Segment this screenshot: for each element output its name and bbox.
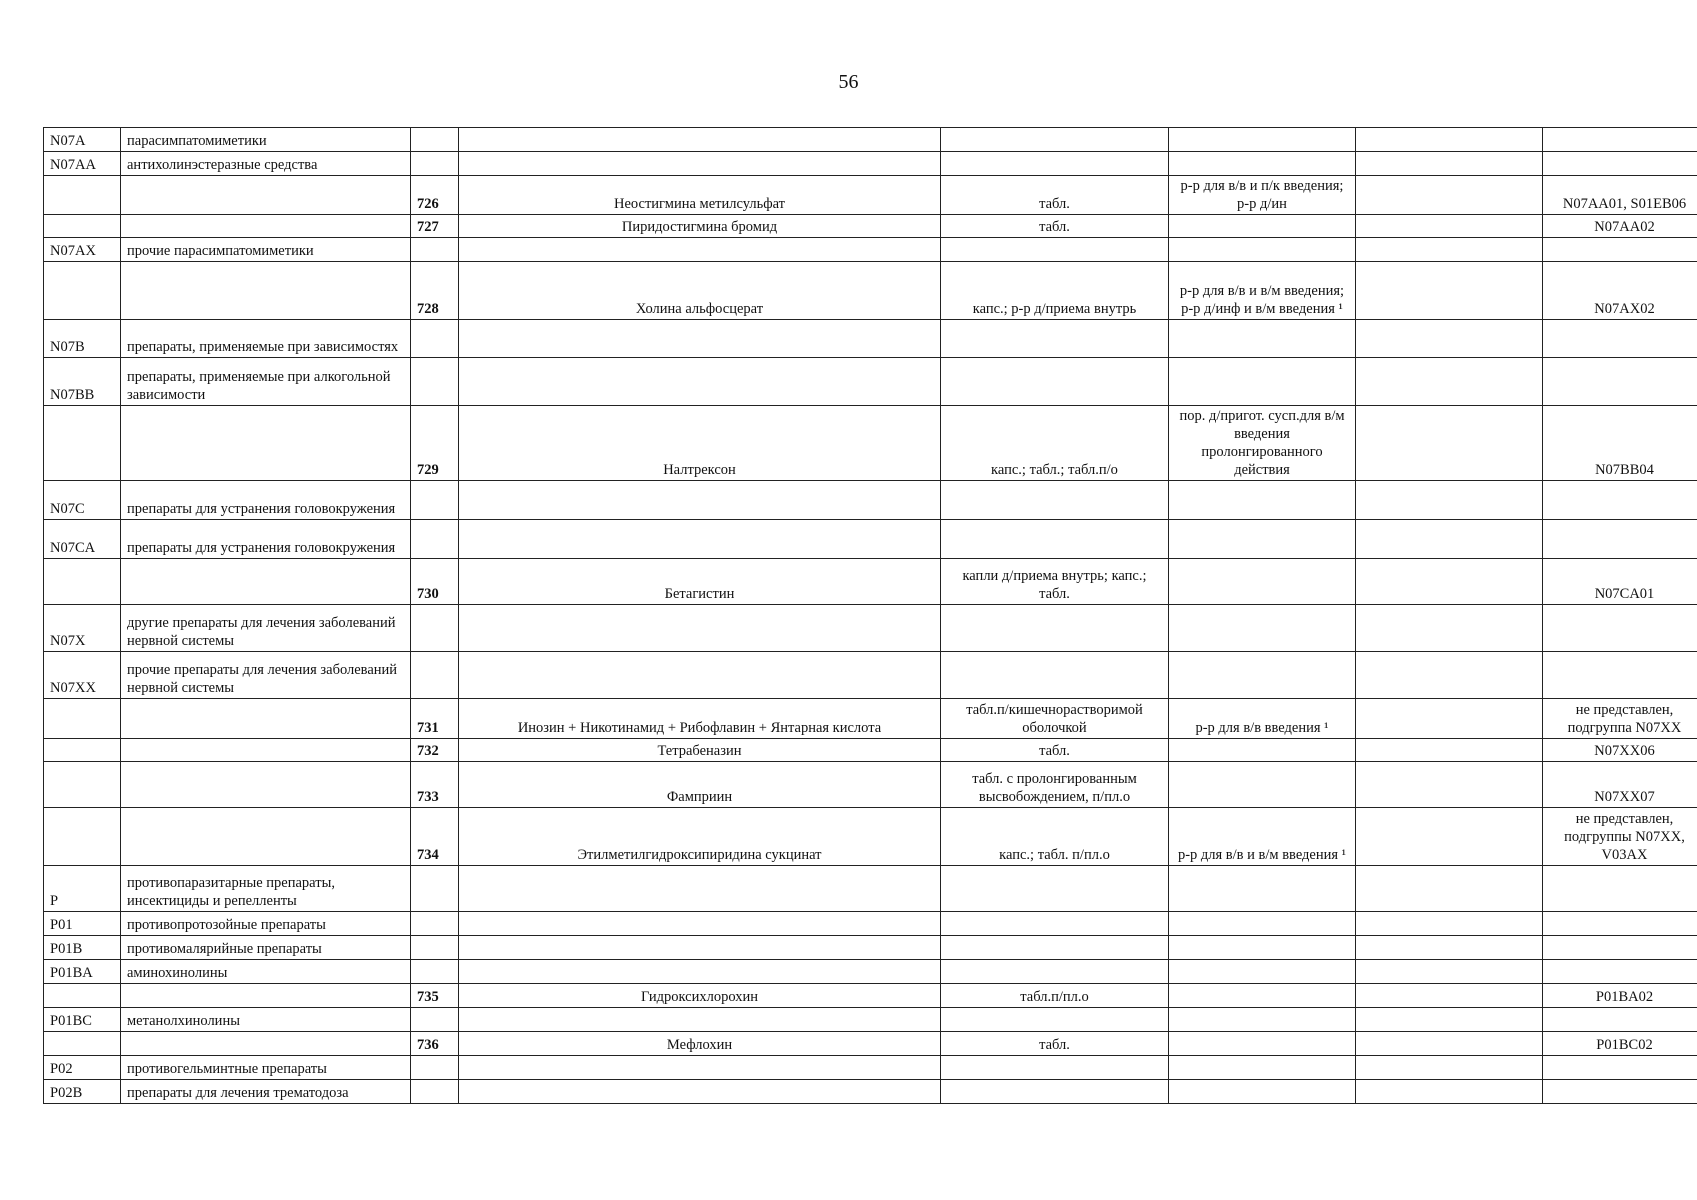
table-row [44,739,1697,762]
table-row [44,262,1697,320]
atc-code-cell: P01BC [44,1008,121,1032]
atc-reference-cell: не представлен, подгруппа N07XX [1543,699,1697,739]
injection-form-cell [1169,1080,1356,1104]
injection-form-cell [1169,152,1356,176]
atc-code-cell [44,176,121,215]
atc-code-cell: P01BA [44,960,121,984]
group-name-cell [121,699,411,739]
group-name-cell [121,215,411,238]
dosage-form-cell: табл. с пролонгированным высвобождением, п/пл.о [941,762,1169,808]
dosage-form-cell: капс.; табл. п/пл.о [941,808,1169,866]
drug-name-cell [459,866,941,912]
atc-reference-cell: N07CA01 [1543,559,1697,605]
injection-form-cell [1169,559,1356,605]
extra-cell [1356,866,1543,912]
page-number: 56 [838,71,859,93]
dosage-form-cell [941,652,1169,699]
extra-cell [1356,699,1543,739]
extra-cell [1356,176,1543,215]
item-number-cell [411,866,459,912]
atc-reference-cell [1543,960,1697,984]
dosage-form-cell [941,866,1169,912]
table-row [44,605,1697,652]
drug-name-cell: Гидроксихлорохин [459,984,941,1008]
drug-name-cell: Фамприин [459,762,941,808]
injection-form-cell: пор. д/пригот. сусп.для в/м введения пролонгированного действия [1169,406,1356,481]
atc-reference-cell [1543,152,1697,176]
drug-name-cell [459,960,941,984]
injection-form-cell [1169,605,1356,652]
group-name-cell: противопротозойные препараты [121,912,411,936]
dosage-form-cell [941,238,1169,262]
atc-reference-cell [1543,866,1697,912]
group-name-cell [121,808,411,866]
group-name-cell [121,262,411,320]
item-number-cell [411,481,459,520]
group-name-cell: препараты для устранения головокружения [121,481,411,520]
drug-name-cell [459,128,941,152]
atc-code-cell: P02B [44,1080,121,1104]
item-number-cell: 731 [411,699,459,739]
atc-code-cell: N07AA [44,152,121,176]
item-number-cell [411,1008,459,1032]
dosage-form-cell [941,960,1169,984]
dosage-form-cell [941,936,1169,960]
item-number-cell [411,912,459,936]
drug-name-cell [459,912,941,936]
dosage-form-cell [941,320,1169,358]
group-name-cell: противомалярийные препараты [121,936,411,960]
drug-name-cell: Мефлохин [459,1032,941,1056]
extra-cell [1356,262,1543,320]
extra-cell [1356,912,1543,936]
drug-name-cell [459,520,941,559]
table-row [44,912,1697,936]
atc-code-cell: N07A [44,128,121,152]
item-number-cell: 730 [411,559,459,605]
extra-cell [1356,559,1543,605]
injection-form-cell [1169,320,1356,358]
item-number-cell [411,358,459,406]
extra-cell [1356,320,1543,358]
injection-form-cell [1169,762,1356,808]
item-number-cell: 729 [411,406,459,481]
atc-reference-cell: N07XX06 [1543,739,1697,762]
extra-cell [1356,652,1543,699]
atc-code-cell: N07CA [44,520,121,559]
atc-code-cell: N07C [44,481,121,520]
atc-code-cell [44,559,121,605]
drug-name-cell [459,1080,941,1104]
group-name-cell: препараты, применяемые при алкогольной зависимости [121,358,411,406]
atc-reference-cell: N07AA02 [1543,215,1697,238]
drug-name-cell [459,605,941,652]
table-row [44,481,1697,520]
injection-form-cell [1169,520,1356,559]
extra-cell [1356,960,1543,984]
table-row [44,128,1697,152]
extra-cell [1356,739,1543,762]
drug-name-cell: Этилметилгидроксипиридина сукцинат [459,808,941,866]
table-row [44,215,1697,238]
extra-cell [1356,481,1543,520]
atc-code-cell [44,808,121,866]
atc-reference-cell [1543,320,1697,358]
drug-name-cell [459,320,941,358]
item-number-cell [411,1056,459,1080]
atc-code-cell [44,762,121,808]
table-row [44,152,1697,176]
dosage-form-cell: табл. [941,215,1169,238]
dosage-form-cell [941,152,1169,176]
group-name-cell [121,984,411,1008]
dosage-form-cell [941,481,1169,520]
extra-cell [1356,128,1543,152]
drug-name-cell [459,1008,941,1032]
extra-cell [1356,1080,1543,1104]
atc-reference-cell: N07AX02 [1543,262,1697,320]
atc-code-cell: P01 [44,912,121,936]
atc-reference-cell [1543,1056,1697,1080]
group-name-cell [121,406,411,481]
table-row [44,866,1697,912]
table-row [44,699,1697,739]
item-number-cell: 734 [411,808,459,866]
item-number-cell [411,936,459,960]
atc-code-cell: N07X [44,605,121,652]
table-row [44,358,1697,406]
dosage-form-cell: табл. [941,739,1169,762]
table-row [44,936,1697,960]
drug-name-cell [459,936,941,960]
extra-cell [1356,605,1543,652]
item-number-cell [411,520,459,559]
atc-reference-cell [1543,1080,1697,1104]
dosage-form-cell: табл. [941,1032,1169,1056]
drug-name-cell: Тетрабеназин [459,739,941,762]
group-name-cell: антихолинэстеразные средства [121,152,411,176]
atc-code-cell: P02 [44,1056,121,1080]
atc-reference-cell [1543,1008,1697,1032]
group-name-cell: другие препараты для лечения заболеваний нервной системы [121,605,411,652]
item-number-cell: 728 [411,262,459,320]
dosage-form-cell [941,358,1169,406]
injection-form-cell: р-р для в/в и в/м введения ¹ [1169,808,1356,866]
dosage-form-cell: табл. [941,176,1169,215]
injection-form-cell [1169,866,1356,912]
extra-cell [1356,406,1543,481]
injection-form-cell [1169,128,1356,152]
drug-name-cell: Неостигмина метилсульфат [459,176,941,215]
atc-reference-cell: N07XX07 [1543,762,1697,808]
dosage-form-cell [941,605,1169,652]
drug-name-cell [459,152,941,176]
item-number-cell [411,652,459,699]
group-name-cell: метанолхинолины [121,1008,411,1032]
atc-code-cell [44,739,121,762]
table-row [44,808,1697,866]
dosage-form-cell: табл.п/кишечнорастворимой оболочкой [941,699,1169,739]
group-name-cell: препараты для устранения головокружения [121,520,411,559]
dosage-form-cell [941,1056,1169,1080]
atc-reference-cell: не представлен, подгруппы N07XX, V03AX [1543,808,1697,866]
table-row [44,520,1697,559]
injection-form-cell [1169,960,1356,984]
item-number-cell [411,605,459,652]
atc-code-cell [44,406,121,481]
drug-list-table [43,127,1697,1104]
injection-form-cell [1169,1056,1356,1080]
atc-code-cell: N07AX [44,238,121,262]
table-row [44,176,1697,215]
dosage-form-cell [941,128,1169,152]
extra-cell [1356,936,1543,960]
extra-cell [1356,984,1543,1008]
dosage-form-cell: капс.; р-р д/приема внутрь [941,262,1169,320]
extra-cell [1356,1032,1543,1056]
atc-reference-cell [1543,520,1697,559]
atc-code-cell: N07B [44,320,121,358]
dosage-form-cell: капли д/приема внутрь; капс.; табл. [941,559,1169,605]
group-name-cell: препараты, применяемые при зависимостях [121,320,411,358]
item-number-cell [411,128,459,152]
atc-reference-cell [1543,936,1697,960]
dosage-form-cell [941,520,1169,559]
group-name-cell: прочие препараты для лечения заболеваний нервной системы [121,652,411,699]
group-name-cell [121,1032,411,1056]
extra-cell [1356,762,1543,808]
item-number-cell: 727 [411,215,459,238]
injection-form-cell [1169,215,1356,238]
table-row [44,1032,1697,1056]
injection-form-cell [1169,481,1356,520]
atc-reference-cell [1543,358,1697,406]
atc-reference-cell: P01BC02 [1543,1032,1697,1056]
table-row [44,1008,1697,1032]
atc-code-cell [44,984,121,1008]
item-number-cell: 735 [411,984,459,1008]
table-row [44,984,1697,1008]
table-row [44,320,1697,358]
drug-name-cell: Пиридостигмина бромид [459,215,941,238]
atc-code-cell: P [44,866,121,912]
injection-form-cell [1169,936,1356,960]
atc-reference-cell: N07AA01, S01EB06 [1543,176,1697,215]
drug-name-cell: Холина альфосцерат [459,262,941,320]
dosage-form-cell [941,1080,1169,1104]
item-number-cell [411,1080,459,1104]
group-name-cell: препараты для лечения трематодоза [121,1080,411,1104]
drug-name-cell: Налтрексон [459,406,941,481]
extra-cell [1356,1008,1543,1032]
dosage-form-cell: капс.; табл.; табл.п/о [941,406,1169,481]
drug-name-cell [459,358,941,406]
item-number-cell [411,152,459,176]
atc-code-cell [44,215,121,238]
injection-form-cell [1169,238,1356,262]
injection-form-cell: р-р для в/в и п/к введения; р-р д/ин [1169,176,1356,215]
drug-name-cell [459,481,941,520]
dosage-form-cell [941,912,1169,936]
item-number-cell: 733 [411,762,459,808]
extra-cell [1356,358,1543,406]
drug-name-cell [459,652,941,699]
injection-form-cell [1169,1032,1356,1056]
item-number-cell [411,320,459,358]
injection-form-cell: р-р для в/в и в/м введения; р-р д/инф и в/м введения ¹ [1169,262,1356,320]
atc-code-cell [44,262,121,320]
injection-form-cell [1169,984,1356,1008]
item-number-cell: 726 [411,176,459,215]
atc-code-cell [44,1032,121,1056]
item-number-cell: 736 [411,1032,459,1056]
injection-form-cell: р-р для в/в введения ¹ [1169,699,1356,739]
table-row [44,960,1697,984]
table-row [44,652,1697,699]
dosage-form-cell: табл.п/пл.о [941,984,1169,1008]
group-name-cell [121,559,411,605]
table-row [44,1056,1697,1080]
atc-reference-cell: N07BB04 [1543,406,1697,481]
extra-cell [1356,215,1543,238]
dosage-form-cell [941,1008,1169,1032]
atc-code-cell: N07XX [44,652,121,699]
drug-name-cell [459,1056,941,1080]
table-row [44,762,1697,808]
drug-name-cell [459,238,941,262]
item-number-cell [411,238,459,262]
injection-form-cell [1169,358,1356,406]
group-name-cell [121,176,411,215]
extra-cell [1356,152,1543,176]
group-name-cell: противогельминтные препараты [121,1056,411,1080]
atc-reference-cell [1543,605,1697,652]
atc-reference-cell [1543,912,1697,936]
injection-form-cell [1169,1008,1356,1032]
group-name-cell: прочие парасимпатомиметики [121,238,411,262]
group-name-cell: парасимпатомиметики [121,128,411,152]
table-body [44,128,1697,1104]
group-name-cell: противопаразитарные препараты, инсектициды и репелленты [121,866,411,912]
atc-code-cell: N07BB [44,358,121,406]
table-row [44,1080,1697,1104]
atc-reference-cell [1543,238,1697,262]
group-name-cell: аминохинолины [121,960,411,984]
atc-reference-cell [1543,652,1697,699]
table-row [44,238,1697,262]
extra-cell [1356,238,1543,262]
atc-code-cell: P01B [44,936,121,960]
extra-cell [1356,520,1543,559]
extra-cell [1356,808,1543,866]
extra-cell [1356,1056,1543,1080]
injection-form-cell [1169,652,1356,699]
atc-code-cell [44,699,121,739]
item-number-cell: 732 [411,739,459,762]
atc-reference-cell [1543,481,1697,520]
atc-reference-cell [1543,128,1697,152]
item-number-cell [411,960,459,984]
injection-form-cell [1169,912,1356,936]
drug-name-cell: Инозин + Никотинамид + Рибофлавин + Янтарная кислота [459,699,941,739]
table-row [44,406,1697,481]
drug-name-cell: Бетагистин [459,559,941,605]
group-name-cell [121,739,411,762]
group-name-cell [121,762,411,808]
table-row [44,559,1697,605]
injection-form-cell [1169,739,1356,762]
atc-reference-cell: P01BA02 [1543,984,1697,1008]
